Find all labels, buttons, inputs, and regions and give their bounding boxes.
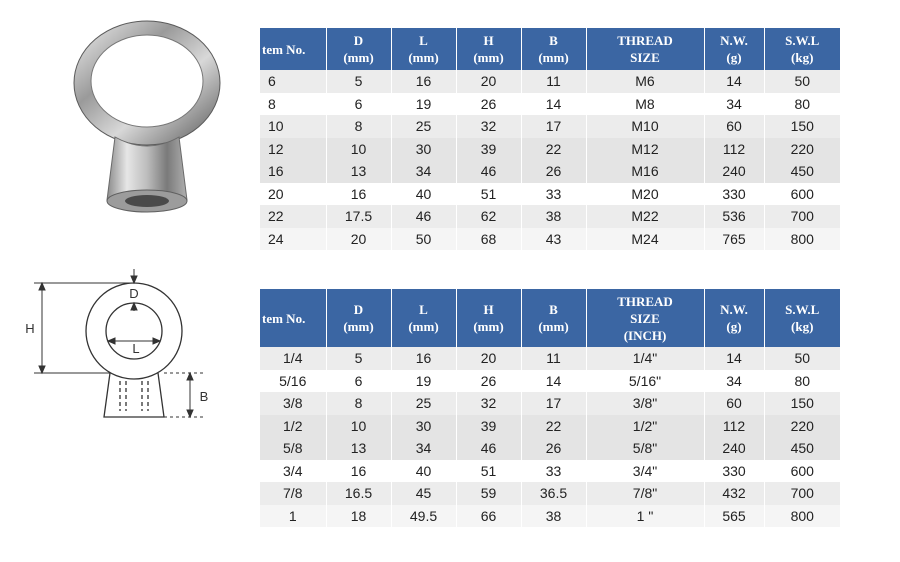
column-header-line: H [483, 33, 494, 48]
column-header-line: (g) [726, 50, 742, 65]
table-cell: 765 [704, 228, 764, 251]
table-cell: 18 [326, 505, 391, 528]
column-header [326, 28, 391, 70]
table-row [260, 205, 840, 228]
table-row [260, 505, 840, 528]
table-cell: 34 [391, 160, 456, 183]
table-cell: 60 [704, 115, 764, 138]
table-cell: 1/4 [260, 347, 326, 370]
table-cell: 150 [764, 392, 840, 415]
table-cell: 80 [764, 370, 840, 393]
metric-table-body [260, 70, 840, 250]
inch-spec-table [260, 289, 840, 527]
table-row [260, 347, 840, 370]
column-header-line: L [419, 33, 428, 48]
table-cell: M20 [586, 183, 704, 206]
table-cell: 13 [326, 160, 391, 183]
table-cell: 12 [260, 138, 326, 161]
table-cell: 7/8 [260, 482, 326, 505]
table-cell: 10 [260, 115, 326, 138]
column-header-line: L [419, 302, 428, 317]
dimension-drawing [22, 265, 222, 435]
table-cell: 565 [704, 505, 764, 528]
table-cell: 24 [260, 228, 326, 251]
table-cell: 30 [391, 415, 456, 438]
table-cell: 3/4" [586, 460, 704, 483]
table-cell: 60 [704, 392, 764, 415]
table-cell: 51 [456, 183, 521, 206]
table-cell: 16 [391, 70, 456, 93]
column-header [456, 28, 521, 70]
table-cell: M10 [586, 115, 704, 138]
table-cell: 536 [704, 205, 764, 228]
table-cell: 45 [391, 482, 456, 505]
table-cell: 3/8" [586, 392, 704, 415]
table-cell: 11 [521, 347, 586, 370]
dim-h-label: H [25, 321, 35, 336]
table-cell: 220 [764, 138, 840, 161]
column-header-line: H [483, 302, 494, 317]
table-cell: 39 [456, 138, 521, 161]
table-cell: 22 [260, 205, 326, 228]
table-cell: 10 [326, 138, 391, 161]
table-cell: 16 [260, 160, 326, 183]
table-cell: 1/4" [586, 347, 704, 370]
table-cell: 16 [391, 347, 456, 370]
column-header-line: N.W. [720, 33, 748, 48]
table-cell: 5/16 [260, 370, 326, 393]
inch-table-header [260, 289, 840, 347]
table-cell: 46 [456, 437, 521, 460]
table-cell: 22 [521, 138, 586, 161]
table-cell: 40 [391, 460, 456, 483]
table-cell: 43 [521, 228, 586, 251]
table-cell: 432 [704, 482, 764, 505]
table-cell: 38 [521, 205, 586, 228]
column-header [391, 28, 456, 70]
table-cell: 25 [391, 392, 456, 415]
table-row [260, 482, 840, 505]
column-header-line: (mm) [473, 319, 504, 334]
table-cell: 8 [260, 93, 326, 116]
column-header-line: B [549, 33, 558, 48]
eye-nut-photo [55, 15, 240, 225]
table-cell: 5/8" [586, 437, 704, 460]
table-cell: 32 [456, 115, 521, 138]
table-cell: 6 [326, 370, 391, 393]
table-cell: 5/16" [586, 370, 704, 393]
table-cell: 36.5 [521, 482, 586, 505]
metric-table-header [260, 28, 840, 70]
table-cell: 22 [521, 415, 586, 438]
table-cell: 16.5 [326, 482, 391, 505]
table-cell: M24 [586, 228, 704, 251]
table-cell: 1 " [586, 505, 704, 528]
table-cell: 19 [391, 93, 456, 116]
column-header-line: N.W. [720, 302, 748, 317]
table-cell: 8 [326, 115, 391, 138]
table-cell: 5 [326, 347, 391, 370]
table-cell: 1/2 [260, 415, 326, 438]
table-row [260, 460, 840, 483]
column-header [326, 289, 391, 347]
table-row [260, 115, 840, 138]
metric-spec-table [260, 28, 840, 250]
column-header-line: (INCH) [623, 327, 667, 343]
table-cell: M12 [586, 138, 704, 161]
table-cell: 68 [456, 228, 521, 251]
column-header-line: (mm) [343, 319, 374, 334]
table-cell: 46 [391, 205, 456, 228]
table-cell: 25 [391, 115, 456, 138]
column-header [456, 289, 521, 347]
table-cell: 6 [260, 70, 326, 93]
table-cell: M16 [586, 160, 704, 183]
dim-l-label: L [132, 341, 140, 356]
table-cell: 5/8 [260, 437, 326, 460]
table-cell: 59 [456, 482, 521, 505]
table-cell: 30 [391, 138, 456, 161]
table-cell: 450 [764, 160, 840, 183]
table-cell: 17.5 [326, 205, 391, 228]
table-cell: 600 [764, 183, 840, 206]
column-header [764, 28, 840, 70]
table-cell: 450 [764, 437, 840, 460]
dim-b-label: B [199, 389, 209, 404]
table-cell: 14 [521, 370, 586, 393]
table-cell: 20 [260, 183, 326, 206]
table-cell: 51 [456, 460, 521, 483]
table-row [260, 228, 840, 251]
table-cell: 3/8 [260, 392, 326, 415]
table-cell: 38 [521, 505, 586, 528]
column-header-line: (mm) [538, 50, 569, 65]
table-cell: 16 [326, 183, 391, 206]
table-cell: 26 [456, 370, 521, 393]
table-cell: 50 [391, 228, 456, 251]
table-cell: 33 [521, 183, 586, 206]
table-cell: 10 [326, 415, 391, 438]
table-cell: 6 [326, 93, 391, 116]
table-cell: 46 [456, 160, 521, 183]
column-header-line: S.W.L [785, 33, 820, 48]
table-cell: 5 [326, 70, 391, 93]
column-header-line: THREAD [617, 33, 673, 48]
column-header-line: S.W.L [785, 302, 820, 317]
column-header-line: (mm) [408, 50, 439, 65]
column-header [704, 28, 764, 70]
table-cell: 50 [764, 347, 840, 370]
table-cell: 14 [704, 347, 764, 370]
table-row [260, 93, 840, 116]
table-cell: 700 [764, 482, 840, 505]
table-cell: 34 [391, 437, 456, 460]
table-cell: 112 [704, 415, 764, 438]
table-cell: 50 [764, 70, 840, 93]
inch-table-body [260, 347, 840, 527]
table-cell: 26 [456, 93, 521, 116]
column-header-line: SIZE [630, 310, 660, 326]
table-cell: 62 [456, 205, 521, 228]
table-cell: 700 [764, 205, 840, 228]
column-header-line: D [353, 302, 364, 317]
table-row [260, 392, 840, 415]
column-header [764, 289, 840, 347]
table-cell: 20 [456, 70, 521, 93]
table-cell: 39 [456, 415, 521, 438]
table-cell: 3/4 [260, 460, 326, 483]
table-cell: 1/2" [586, 415, 704, 438]
table-cell: 600 [764, 460, 840, 483]
table-row [260, 70, 840, 93]
column-header [586, 289, 704, 347]
table-cell: 330 [704, 460, 764, 483]
column-header-line: tem No. [262, 41, 306, 57]
table-cell: 800 [764, 228, 840, 251]
table-cell: 14 [704, 70, 764, 93]
column-header [260, 28, 326, 70]
column-header-line: D [353, 33, 364, 48]
column-header-line: THREAD [617, 293, 673, 309]
header-row [260, 28, 840, 70]
table-cell: 33 [521, 460, 586, 483]
table-cell: 34 [704, 93, 764, 116]
table-cell: 26 [521, 160, 586, 183]
column-header [260, 289, 326, 347]
table-cell: 40 [391, 183, 456, 206]
table-cell: 26 [521, 437, 586, 460]
table-cell: 330 [704, 183, 764, 206]
table-cell: 20 [326, 228, 391, 251]
table-row [260, 160, 840, 183]
table-cell: 32 [456, 392, 521, 415]
table-cell: 34 [704, 370, 764, 393]
dim-d-label: D [129, 286, 139, 301]
table-row [260, 138, 840, 161]
table-cell: 800 [764, 505, 840, 528]
table-cell: 7/8" [586, 482, 704, 505]
table-cell: 150 [764, 115, 840, 138]
column-header [521, 289, 586, 347]
column-header-line: B [549, 302, 558, 317]
column-header-line: (g) [726, 319, 742, 334]
column-header [704, 289, 764, 347]
table-cell: 66 [456, 505, 521, 528]
table-cell: 112 [704, 138, 764, 161]
column-header-line: SIZE [630, 50, 660, 65]
table-cell: 14 [521, 93, 586, 116]
table-cell: M6 [586, 70, 704, 93]
table-cell: 80 [764, 93, 840, 116]
table-cell: 8 [326, 392, 391, 415]
table-cell: 17 [521, 392, 586, 415]
table-cell: M8 [586, 93, 704, 116]
column-header-line: (mm) [538, 319, 569, 334]
table-row [260, 183, 840, 206]
column-header-line: (kg) [791, 319, 814, 334]
table-cell: 220 [764, 415, 840, 438]
table-cell: M22 [586, 205, 704, 228]
table-cell: 240 [704, 160, 764, 183]
table-row [260, 370, 840, 393]
column-header [391, 289, 456, 347]
table-cell: 16 [326, 460, 391, 483]
column-header [521, 28, 586, 70]
header-row [260, 289, 840, 347]
table-cell: 20 [456, 347, 521, 370]
table-cell: 13 [326, 437, 391, 460]
table-cell: 17 [521, 115, 586, 138]
table-row [260, 437, 840, 460]
table-cell: 19 [391, 370, 456, 393]
table-cell: 11 [521, 70, 586, 93]
table-cell: 49.5 [391, 505, 456, 528]
table-row [260, 415, 840, 438]
column-header-line: (kg) [791, 50, 814, 65]
column-header-line: (mm) [473, 50, 504, 65]
column-header [586, 28, 704, 70]
table-cell: 1 [260, 505, 326, 528]
column-header-line: (mm) [408, 319, 439, 334]
table-cell: 240 [704, 437, 764, 460]
column-header-line: (mm) [343, 50, 374, 65]
column-header-line: tem No. [262, 310, 306, 326]
